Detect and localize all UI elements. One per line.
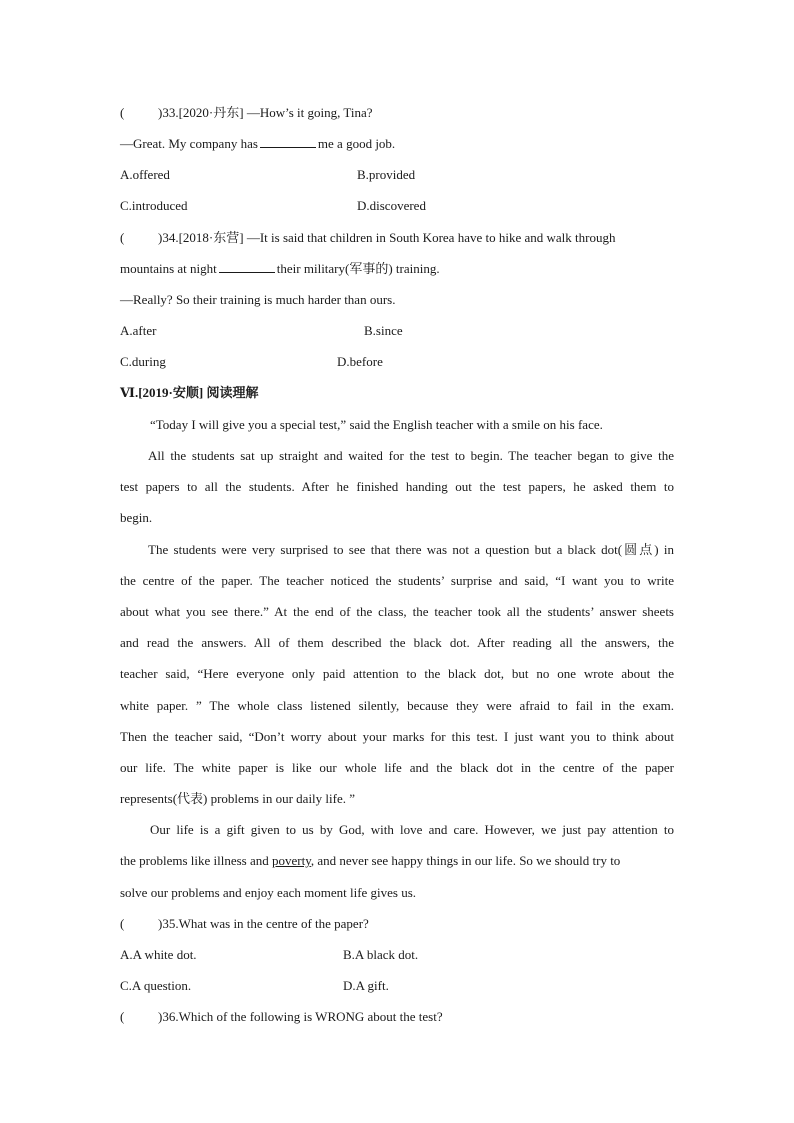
question-source: [2018·东营] [178,230,244,245]
reply-text: —Great. My company has [120,136,258,151]
option-row [120,323,674,339]
passage-line: solve our problems and enjoy each moment life gives us. [120,885,417,900]
passage-line: the centre of the paper. The teacher noticed the students’ surprise and said, “I want you to write [120,573,674,588]
option-row [120,947,674,963]
question-34-stem-cont [120,261,674,277]
option-d: D.discovered [357,198,426,213]
option-c: C.during [120,354,166,369]
question-34-stem [120,230,674,246]
passage-line: The students were very surprised to see that there was not a question but a black dot(圆点) in [148,542,674,557]
option-row [120,354,674,370]
option-a: A.after [120,323,157,338]
option-c: C.A question. [120,978,192,993]
question-number: )34. [158,230,179,245]
passage-line: and read the answers. All of them described the black dot. After reading all the answers, the [120,635,674,650]
option-row [120,198,674,214]
passage-line: our life. The white paper is like our whole life and the black dot in the centre of the paper [120,760,674,775]
passage-line [120,853,674,869]
option-d: D.A gift. [343,978,389,993]
passage-line: about what you see there.” At the end of the class, the teacher took all the students’ answer sheets [120,604,674,619]
passage-line: begin. [120,510,153,525]
option-row [120,978,674,994]
passage-line: represents(代表) problems in our daily life. ” [120,791,356,806]
question-text: —It is said that children in South Korea have to hike and walk through [246,230,616,245]
answer-bracket: ( [120,916,125,931]
question-text: )36.Which of the following is WRONG about the test? [158,1009,443,1024]
section-title: Ⅵ.[2019·安顺] 阅读理解 [120,385,259,400]
question-text: mountains at night [120,261,217,276]
passage-line: All the students sat up straight and waited for the test to begin. The teacher began to give the [148,448,674,463]
passage-line: Our life is a gift given to us by God, with love and care. However, we just pay attention to [150,822,674,837]
question-35-stem [120,916,674,932]
question-text: )35.What was in the centre of the paper? [158,916,369,931]
question-36-stem [120,1009,674,1025]
option-b: B.since [364,323,403,338]
option-d: D.before [337,354,383,369]
answer-blank [260,136,316,148]
answer-bracket: ( [120,230,125,245]
answer-blank [219,261,275,273]
reply-text-end: me a good job. [317,136,396,151]
passage-text-end: , and never see happy things in our life. So we should try to [310,853,621,868]
option-a: A.offered [120,167,170,182]
underlined-word: poverty [272,853,311,868]
option-row [120,167,674,183]
question-text-end: their military(军事的) training. [276,261,440,276]
passage-line: teacher said, “Here everyone only paid attention to the black dot, but no one wrote about the [120,666,674,681]
passage-line: Then the teacher said, “Don’t worry about your marks for this test. I just want you to think about [120,729,674,744]
question-source: [2020·丹东] [178,105,244,120]
answer-bracket: ( [120,1009,125,1024]
option-a: A.A white dot. [120,947,197,962]
option-c: C.introduced [120,198,188,213]
passage-text: the problems like illness and [120,853,273,868]
answer-bracket: ( [120,105,125,120]
question-33-stem [120,105,674,121]
option-b: B.provided [357,167,416,182]
passage-line: white paper. ” The whole class listened silently, because they were afraid to fail in the exam. [120,698,674,713]
passage-line: test papers to all the students. After he finished handing out the test papers, he asked them to [120,479,674,494]
question-34-reply: —Really? So their training is much harder than ours. [120,292,396,307]
question-text: —How’s it going, Tina? [246,105,373,120]
question-number: )33. [158,105,179,120]
option-b: B.A black dot. [343,947,419,962]
passage-line: “Today I will give you a special test,” said the English teacher with a smile on his face. [150,417,603,432]
question-33-reply [120,136,674,152]
